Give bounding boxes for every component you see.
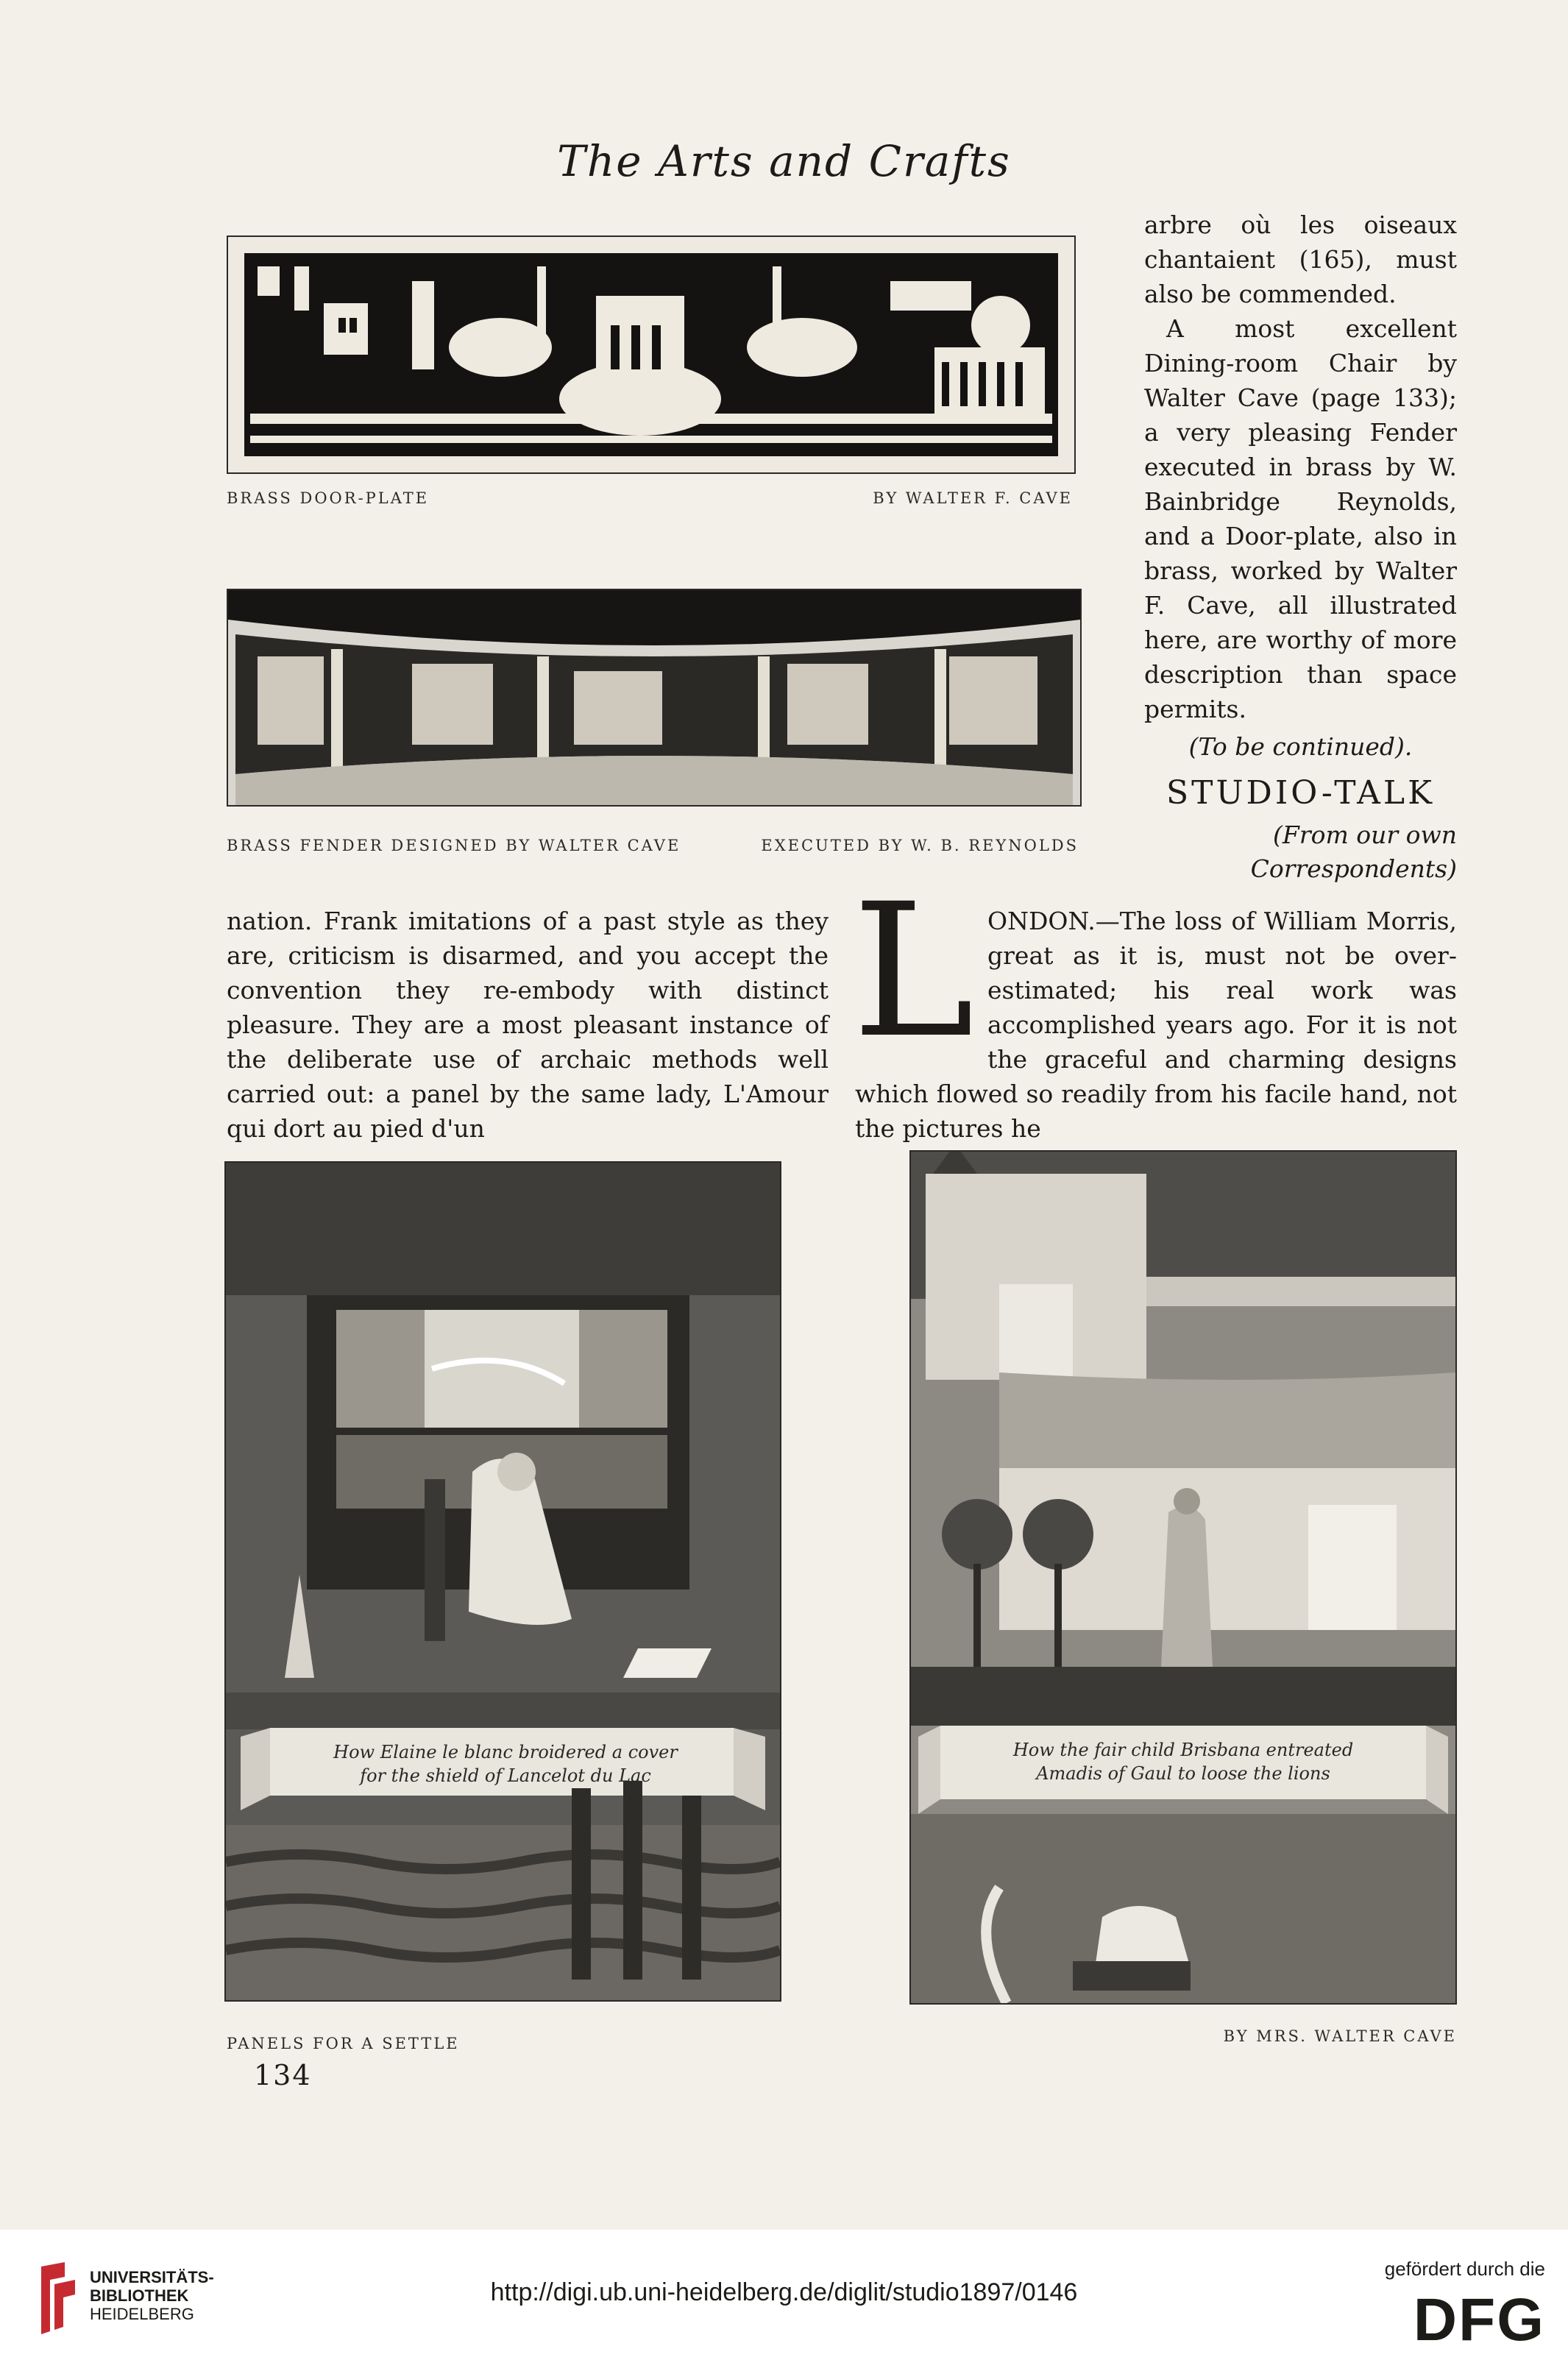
left-column-text: nation. Frank imitations of a past style as they are, criticism is disarmed, and you accept the convention they re-embody with distinct pleasure. They are a most pleasant instance of the deliberate use of archaic methods well carried out: a panel by the same lady, L'Amour qui dort au pied d'un	[227, 907, 829, 1143]
page-number: 134	[254, 2059, 312, 2091]
fender-image	[227, 589, 1082, 807]
panel-left-scroll-line-1: How Elaine le blanc broidered a cover	[333, 1742, 678, 1762]
panels-caption-left: PANELS FOR A SETTLE	[227, 2035, 460, 2052]
fender-illustration	[228, 590, 1080, 805]
drop-cap: L	[852, 864, 975, 1078]
panel-right-image	[909, 1150, 1457, 2005]
library-name-line-2: BIBLIOTHEK	[90, 2286, 189, 2305]
to-be-continued: (To be continued).	[1188, 732, 1413, 761]
dfg-logo: DFG	[1413, 2286, 1545, 2353]
panel-left-illustration	[226, 1163, 780, 2000]
panel-right-scroll-line-1: How the fair child Brisbana entreated	[1012, 1740, 1354, 1760]
door-plate-caption-right: BY WALTER F. CAVE	[873, 489, 1073, 507]
footer	[0, 2230, 1568, 2360]
fender-caption-right: EXECUTED BY W. B. REYNOLDS	[761, 837, 1079, 854]
continuation-text: arbre où les oiseaux chantaient (165), must also be commended.	[1144, 210, 1457, 308]
studio-talk-subheading: (From our own Correspondents)	[1250, 821, 1457, 883]
right-column	[1144, 208, 1457, 764]
door-plate-illustration	[228, 237, 1074, 472]
panel-left-scroll	[307, 1740, 704, 1787]
review-paragraph: A most excellent Dining-room Chair by Walter Cave (page 133); a very pleasing Fender executed in brass by W. Bainbridge Reynolds, and a Door-plate, also in brass, worked by Walter F. Cave, all illustrated here, are worthy of more description than space permits.	[1144, 314, 1457, 723]
studio-talk-heading: STUDIO-TALK	[1166, 774, 1436, 812]
panel-left-image	[224, 1161, 781, 2002]
library-name-line-3: HEIDELBERG	[90, 2305, 194, 2323]
funding-note: gefördert durch die	[1384, 2258, 1545, 2280]
panel-right-illustration	[911, 1152, 1455, 2003]
studio-talk-column	[852, 864, 1457, 1146]
library-name-line-1: UNIVERSITÄTS-	[90, 2268, 214, 2286]
panels-caption-right: BY MRS. WALTER CAVE	[1223, 2027, 1457, 2045]
studio-talk-text: ONDON.—The loss of William Morris, great as it is, must not be over-estimated; his real work was accomplished years ago. For it is not the graceful and charming designs which flowed so readily from his facile hand, not the pictures he	[855, 907, 1457, 1143]
source-url[interactable]: http://digi.ub.uni-heidelberg.de/diglit/studio1897/0146	[490, 2278, 1078, 2306]
panel-right-scroll	[977, 1738, 1389, 1785]
panel-left-scroll-line-2: for the shield of Lancelot du Lac	[360, 1765, 651, 1786]
door-plate-caption-left: BRASS DOOR-PLATE	[227, 489, 430, 507]
door-plate-image	[227, 235, 1076, 474]
running-title: The Arts and Crafts	[557, 136, 1011, 186]
left-column	[227, 904, 829, 1146]
fender-caption-left: BRASS FENDER DESIGNED BY WALTER CAVE	[227, 837, 681, 854]
panel-right-scroll-line-2: Amadis of Gaul to loose the lions	[1036, 1763, 1330, 1784]
